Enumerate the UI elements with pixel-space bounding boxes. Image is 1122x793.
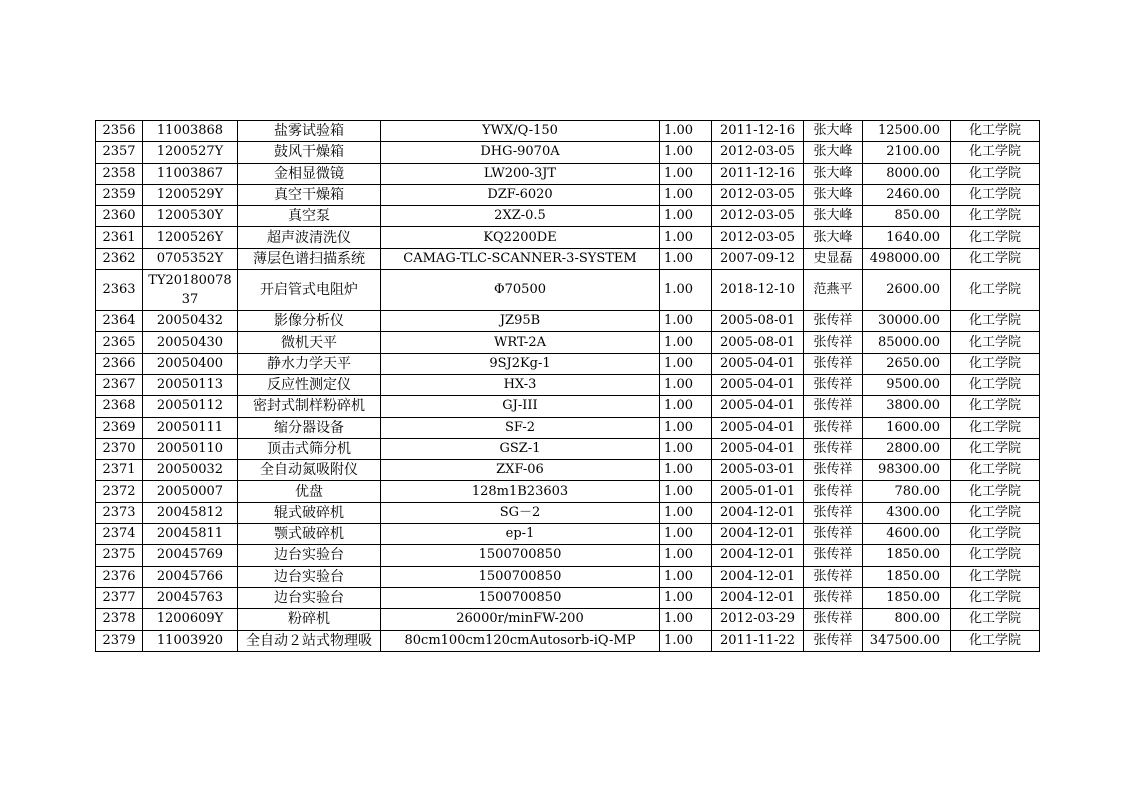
department-cell: 化工学院 [951,248,1040,269]
asset-code-cell: 20050112 [143,396,238,417]
table-row [96,545,1040,566]
purchase-date-cell: 2012-03-29 [712,609,804,630]
row-number-cell: 2374 [96,524,143,545]
quantity-cell: 1.00 [660,121,712,142]
quantity-cell: 1.00 [660,502,712,523]
equipment-name-cell: 微机天平 [238,332,381,353]
table-row [96,121,1040,142]
custodian-cell: 张传祥 [804,481,863,502]
model-spec-cell: LW200-3JT [381,163,660,184]
unit-price-cell: 98300.00 [863,460,951,481]
unit-price-cell: 850.00 [863,206,951,227]
row-number-cell: 2363 [96,270,143,311]
purchase-date-cell: 2005-04-01 [712,374,804,395]
asset-code-cell: 20050110 [143,438,238,459]
custodian-cell: 张传祥 [804,502,863,523]
department-cell: 化工学院 [951,417,1040,438]
unit-price-cell: 347500.00 [863,630,951,651]
table-row [96,332,1040,353]
model-spec-cell: 26000r/minFW-200 [381,609,660,630]
unit-price-cell: 2600.00 [863,270,951,311]
row-number-cell: 2367 [96,374,143,395]
department-cell: 化工学院 [951,374,1040,395]
asset-code-cell: 20050007 [143,481,238,502]
quantity-cell: 1.00 [660,587,712,608]
department-cell: 化工学院 [951,524,1040,545]
purchase-date-cell: 2005-04-01 [712,417,804,438]
equipment-name-cell: 反应性测定仪 [238,374,381,395]
table-row [96,460,1040,481]
custodian-cell: 张传祥 [804,353,863,374]
quantity-cell: 1.00 [660,460,712,481]
model-spec-cell: WRT-2A [381,332,660,353]
unit-price-cell: 3800.00 [863,396,951,417]
purchase-date-cell: 2004-12-01 [712,545,804,566]
row-number-cell: 2375 [96,545,143,566]
table-row [96,374,1040,395]
quantity-cell: 1.00 [660,332,712,353]
unit-price-cell: 800.00 [863,609,951,630]
custodian-cell: 张传祥 [804,566,863,587]
quantity-cell: 1.00 [660,481,712,502]
equipment-name-cell: 超声波清洗仪 [238,227,381,248]
equipment-name-cell: 影像分析仪 [238,311,381,332]
purchase-date-cell: 2004-12-01 [712,502,804,523]
custodian-cell: 张大峰 [804,121,863,142]
table-row [96,587,1040,608]
unit-price-cell: 1850.00 [863,545,951,566]
unit-price-cell: 780.00 [863,481,951,502]
custodian-cell: 张大峰 [804,227,863,248]
table-row [96,609,1040,630]
purchase-date-cell: 2005-04-01 [712,396,804,417]
equipment-name-cell: 真空泵 [238,206,381,227]
model-spec-cell: 9SJ2Kg-1 [381,353,660,374]
row-number-cell: 2379 [96,630,143,651]
table-row [96,184,1040,205]
asset-code-cell: 20050400 [143,353,238,374]
unit-price-cell: 498000.00 [863,248,951,269]
purchase-date-cell: 2005-04-01 [712,353,804,374]
row-number-cell: 2368 [96,396,143,417]
purchase-date-cell: 2012-03-05 [712,184,804,205]
unit-price-cell: 1850.00 [863,587,951,608]
purchase-date-cell: 2005-01-01 [712,481,804,502]
custodian-cell: 张大峰 [804,142,863,163]
custodian-cell: 张传祥 [804,438,863,459]
custodian-cell: 张大峰 [804,206,863,227]
equipment-name-cell: 鼓风干燥箱 [238,142,381,163]
department-cell: 化工学院 [951,460,1040,481]
custodian-cell: 张大峰 [804,184,863,205]
model-spec-cell: CAMAG-TLC-SCANNER-3-SYSTEM [381,248,660,269]
row-number-cell: 2373 [96,502,143,523]
unit-price-cell: 2460.00 [863,184,951,205]
purchase-date-cell: 2011-12-16 [712,121,804,142]
purchase-date-cell: 2005-08-01 [712,311,804,332]
unit-price-cell: 30000.00 [863,311,951,332]
equipment-name-cell: 开启管式电阻炉 [238,270,381,311]
department-cell: 化工学院 [951,609,1040,630]
purchase-date-cell: 2007-09-12 [712,248,804,269]
department-cell: 化工学院 [951,121,1040,142]
equipment-name-cell: 优盘 [238,481,381,502]
equipment-name-cell: 薄层色谱扫描系统 [238,248,381,269]
asset-code-cell: 20050430 [143,332,238,353]
custodian-cell: 张传祥 [804,545,863,566]
quantity-cell: 1.00 [660,630,712,651]
unit-price-cell: 4600.00 [863,524,951,545]
model-spec-cell: YWX/Q-150 [381,121,660,142]
table-row [96,227,1040,248]
department-cell: 化工学院 [951,311,1040,332]
model-spec-cell: ZXF-06 [381,460,660,481]
unit-price-cell: 2650.00 [863,353,951,374]
row-number-cell: 2376 [96,566,143,587]
table-row [96,206,1040,227]
unit-price-cell: 8000.00 [863,163,951,184]
unit-price-cell: 4300.00 [863,502,951,523]
table-row [96,353,1040,374]
row-number-cell: 2365 [96,332,143,353]
quantity-cell: 1.00 [660,311,712,332]
purchase-date-cell: 2011-11-22 [712,630,804,651]
equipment-name-cell: 顶击式筛分机 [238,438,381,459]
asset-code-cell: TY2018007837 [143,270,238,311]
model-spec-cell: 1500700850 [381,566,660,587]
quantity-cell: 1.00 [660,524,712,545]
quantity-cell: 1.00 [660,206,712,227]
table-row [96,481,1040,502]
department-cell: 化工学院 [951,587,1040,608]
department-cell: 化工学院 [951,353,1040,374]
equipment-name-cell: 金相显微镜 [238,163,381,184]
asset-code-cell: 11003867 [143,163,238,184]
model-spec-cell: DHG-9070A [381,142,660,163]
quantity-cell: 1.00 [660,227,712,248]
purchase-date-cell: 2005-08-01 [712,332,804,353]
model-spec-cell: GJ-III [381,396,660,417]
asset-code-cell: 20045812 [143,502,238,523]
custodian-cell: 张传祥 [804,374,863,395]
unit-price-cell: 12500.00 [863,121,951,142]
table-row [96,438,1040,459]
quantity-cell: 1.00 [660,353,712,374]
asset-code-cell: 20050432 [143,311,238,332]
unit-price-cell: 9500.00 [863,374,951,395]
purchase-date-cell: 2018-12-10 [712,270,804,311]
purchase-date-cell: 2012-03-05 [712,227,804,248]
table-row [96,248,1040,269]
equipment-name-cell: 全自动２站式物理吸 [238,630,381,651]
equipment-name-cell: 辊式破碎机 [238,502,381,523]
asset-code-cell: 11003920 [143,630,238,651]
purchase-date-cell: 2011-12-16 [712,163,804,184]
department-cell: 化工学院 [951,630,1040,651]
table-row [96,630,1040,651]
equipment-name-cell: 颚式破碎机 [238,524,381,545]
table-row [96,502,1040,523]
unit-price-cell: 2800.00 [863,438,951,459]
model-spec-cell: GSZ-1 [381,438,660,459]
model-spec-cell: 1500700850 [381,545,660,566]
table-row [96,417,1040,438]
model-spec-cell: SF-2 [381,417,660,438]
model-spec-cell: SG－2 [381,502,660,523]
quantity-cell: 1.00 [660,142,712,163]
custodian-cell: 张传祥 [804,587,863,608]
table-row [96,270,1040,311]
custodian-cell: 张传祥 [804,311,863,332]
quantity-cell: 1.00 [660,566,712,587]
asset-code-cell: 20050113 [143,374,238,395]
purchase-date-cell: 2005-03-01 [712,460,804,481]
equipment-name-cell: 全自动氮吸附仪 [238,460,381,481]
custodian-cell: 史显磊 [804,248,863,269]
equipment-name-cell: 边台实验台 [238,566,381,587]
asset-code-cell: 1200529Y [143,184,238,205]
row-number-cell: 2359 [96,184,143,205]
quantity-cell: 1.00 [660,417,712,438]
row-number-cell: 2360 [96,206,143,227]
table-row [96,524,1040,545]
row-number-cell: 2366 [96,353,143,374]
department-cell: 化工学院 [951,396,1040,417]
quantity-cell: 1.00 [660,396,712,417]
equipment-name-cell: 缩分器设备 [238,417,381,438]
row-number-cell: 2372 [96,481,143,502]
purchase-date-cell: 2012-03-05 [712,142,804,163]
equipment-name-cell: 静水力学天平 [238,353,381,374]
asset-code-cell: 1200526Y [143,227,238,248]
row-number-cell: 2357 [96,142,143,163]
table-row [96,396,1040,417]
department-cell: 化工学院 [951,270,1040,311]
model-spec-cell: KQ2200DE [381,227,660,248]
custodian-cell: 张传祥 [804,609,863,630]
asset-code-cell: 1200527Y [143,142,238,163]
table-row [96,163,1040,184]
row-number-cell: 2378 [96,609,143,630]
equipment-name-cell: 边台实验台 [238,545,381,566]
asset-code-cell: 20045766 [143,566,238,587]
table-row [96,566,1040,587]
custodian-cell: 范燕平 [804,270,863,311]
department-cell: 化工学院 [951,227,1040,248]
unit-price-cell: 2100.00 [863,142,951,163]
quantity-cell: 1.00 [660,438,712,459]
purchase-date-cell: 2004-12-01 [712,524,804,545]
row-number-cell: 2369 [96,417,143,438]
department-cell: 化工学院 [951,481,1040,502]
quantity-cell: 1.00 [660,163,712,184]
department-cell: 化工学院 [951,502,1040,523]
department-cell: 化工学院 [951,566,1040,587]
model-spec-cell: JZ95B [381,311,660,332]
custodian-cell: 张传祥 [804,524,863,545]
unit-price-cell: 1600.00 [863,417,951,438]
unit-price-cell: 85000.00 [863,332,951,353]
equipment-name-cell: 密封式制样粉碎机 [238,396,381,417]
custodian-cell: 张传祥 [804,396,863,417]
equipment-table [95,120,1040,652]
custodian-cell: 张大峰 [804,163,863,184]
unit-price-cell: 1850.00 [863,566,951,587]
asset-code-cell: 20050032 [143,460,238,481]
row-number-cell: 2361 [96,227,143,248]
equipment-name-cell: 盐雾试验箱 [238,121,381,142]
table-body [96,121,1040,652]
asset-code-cell: 11003868 [143,121,238,142]
asset-code-cell: 20045763 [143,587,238,608]
row-number-cell: 2371 [96,460,143,481]
purchase-date-cell: 2004-12-01 [712,566,804,587]
equipment-name-cell: 粉碎机 [238,609,381,630]
department-cell: 化工学院 [951,184,1040,205]
model-spec-cell: 80cm100cm120cmAutosorb-iQ-MP [381,630,660,651]
asset-code-cell: 20050111 [143,417,238,438]
asset-code-cell: 0705352Y [143,248,238,269]
department-cell: 化工学院 [951,206,1040,227]
purchase-date-cell: 2005-04-01 [712,438,804,459]
custodian-cell: 张传祥 [804,417,863,438]
quantity-cell: 1.00 [660,270,712,311]
row-number-cell: 2364 [96,311,143,332]
asset-code-cell: 1200609Y [143,609,238,630]
table-row [96,142,1040,163]
purchase-date-cell: 2004-12-01 [712,587,804,608]
row-number-cell: 2356 [96,121,143,142]
model-spec-cell: HX-3 [381,374,660,395]
asset-code-cell: 1200530Y [143,206,238,227]
model-spec-cell: ep-1 [381,524,660,545]
asset-code-cell: 20045769 [143,545,238,566]
row-number-cell: 2358 [96,163,143,184]
department-cell: 化工学院 [951,438,1040,459]
row-number-cell: 2362 [96,248,143,269]
row-number-cell: 2377 [96,587,143,608]
equipment-name-cell: 真空干燥箱 [238,184,381,205]
model-spec-cell: 2XZ-0.5 [381,206,660,227]
asset-code-cell: 20045811 [143,524,238,545]
unit-price-cell: 1640.00 [863,227,951,248]
model-spec-cell: DZF-6020 [381,184,660,205]
quantity-cell: 1.00 [660,609,712,630]
purchase-date-cell: 2012-03-05 [712,206,804,227]
table-row [96,311,1040,332]
custodian-cell: 张传祥 [804,460,863,481]
model-spec-cell: Φ70500 [381,270,660,311]
quantity-cell: 1.00 [660,545,712,566]
row-number-cell: 2370 [96,438,143,459]
equipment-name-cell: 边台实验台 [238,587,381,608]
model-spec-cell: 128m1B23603 [381,481,660,502]
quantity-cell: 1.00 [660,248,712,269]
custodian-cell: 张传祥 [804,630,863,651]
department-cell: 化工学院 [951,142,1040,163]
quantity-cell: 1.00 [660,374,712,395]
department-cell: 化工学院 [951,163,1040,184]
quantity-cell: 1.00 [660,184,712,205]
custodian-cell: 张传祥 [804,332,863,353]
model-spec-cell: 1500700850 [381,587,660,608]
department-cell: 化工学院 [951,332,1040,353]
department-cell: 化工学院 [951,545,1040,566]
